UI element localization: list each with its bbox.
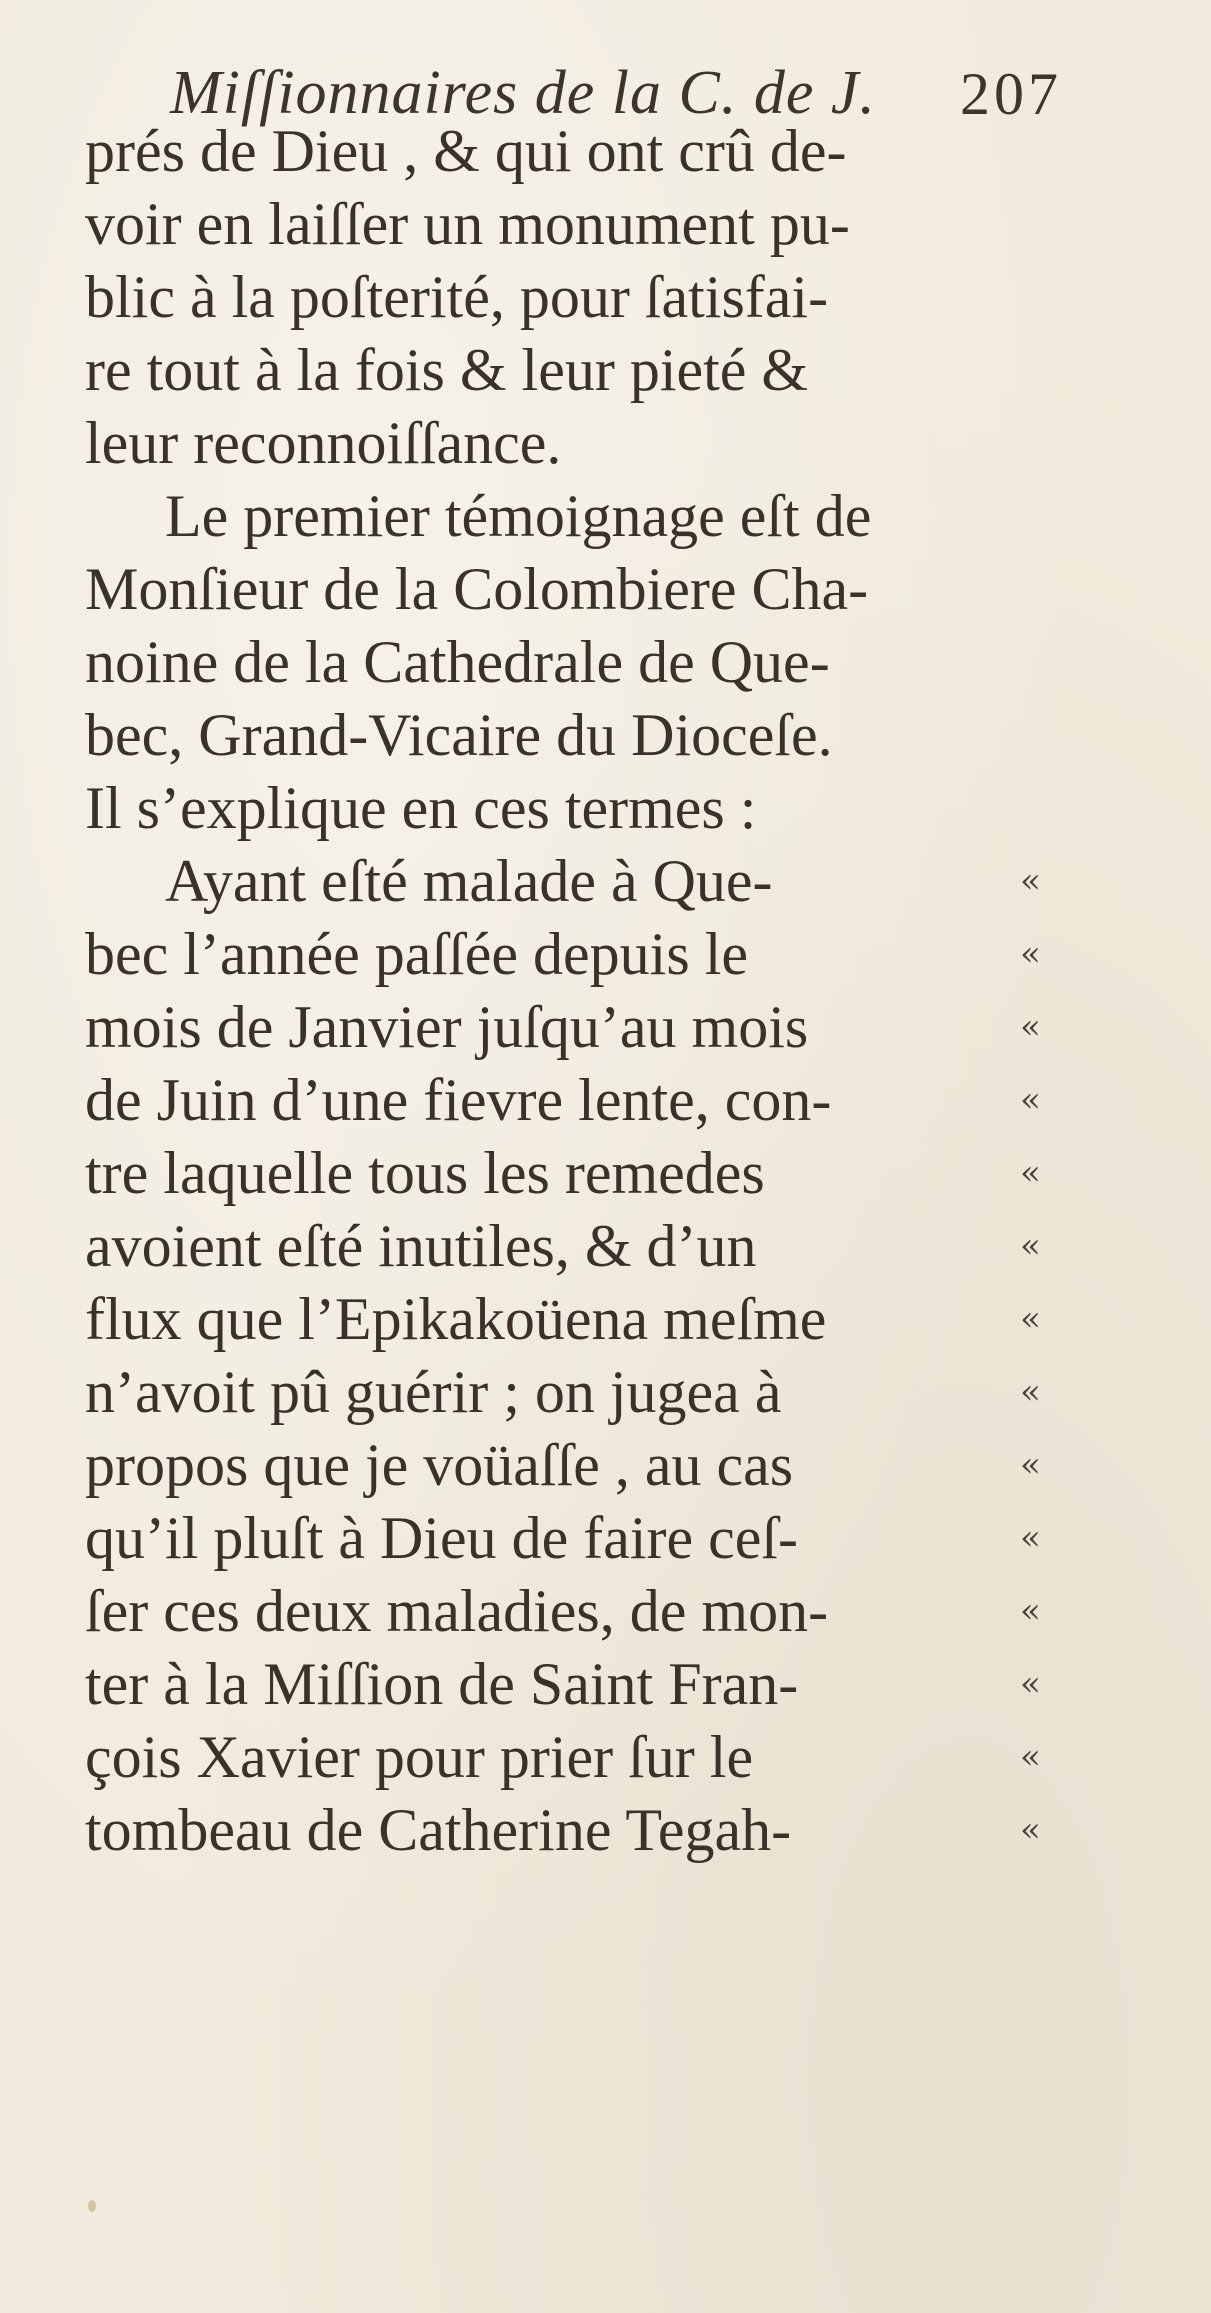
text-line [85, 1210, 1045, 1283]
quotation-mark: « [1020, 1299, 1041, 1339]
text-line [85, 188, 1045, 261]
text-line [85, 480, 1045, 553]
quotation-mark: « [1020, 861, 1041, 901]
line-text: Le premier témoignage eſt de [165, 483, 872, 549]
line-text: mois de Janvier juſqu’au mois [85, 994, 809, 1060]
line-text: ſer ces deux maladies, de mon- [85, 1578, 829, 1644]
line-text: Ayant eſté malade à Que- [165, 848, 773, 914]
text-line [85, 1648, 1045, 1721]
quotation-mark: « [1020, 1591, 1041, 1631]
quotation-mark: « [1020, 1518, 1041, 1558]
text-line [85, 918, 1045, 991]
line-text: leur reconnoiſſance. [85, 410, 562, 476]
text-line [85, 991, 1045, 1064]
line-text: çois Xavier pour prier ſur le [85, 1724, 754, 1790]
quotation-mark: « [1020, 1226, 1041, 1266]
paper-speck [88, 2200, 96, 2212]
quotation-mark: « [1020, 1007, 1041, 1047]
text-line [85, 699, 1045, 772]
quotation-mark: « [1020, 1372, 1041, 1412]
line-text: re tout à la fois & leur pieté & [85, 337, 809, 403]
quotation-mark: « [1020, 1810, 1041, 1850]
line-text: qu’il pluſt à Dieu de faire ceſ- [85, 1505, 799, 1571]
line-text: ter à la Miſſion de Saint Fran- [85, 1651, 799, 1717]
line-text: bec, Grand-Vicaire du Dioceſe. [85, 702, 833, 768]
text-line [85, 1794, 1045, 1867]
line-text: tre laquelle tous les remedes [85, 1140, 765, 1206]
line-text: Monſieur de la Colombiere Cha- [85, 556, 869, 622]
text-line [85, 553, 1045, 626]
line-text: flux que l’Epikakoüena meſme [85, 1286, 827, 1352]
line-text: n’avoit pû guérir ; on jugea à [85, 1359, 782, 1425]
body-text [85, 115, 1045, 1867]
page-number: 207 [960, 61, 1062, 127]
quotation-mark: « [1020, 1445, 1041, 1485]
line-text: de Juin d’une fievre lente, con- [85, 1067, 832, 1133]
line-text: tombeau de Catherine Tegah- [85, 1797, 792, 1863]
running-title: Miſſionnaires de la C. de J. [170, 59, 876, 127]
text-line [85, 1429, 1045, 1502]
text-line [85, 1721, 1045, 1794]
text-line [85, 334, 1045, 407]
quotation-mark: « [1020, 1664, 1041, 1704]
line-text: Il s’explique en ces termes : [85, 775, 757, 841]
text-line [85, 845, 1045, 918]
text-line [85, 626, 1045, 699]
text-line [85, 1283, 1045, 1356]
text-line [85, 1502, 1045, 1575]
text-line [85, 1064, 1045, 1137]
quotation-mark: « [1020, 1153, 1041, 1193]
line-text: bec l’année paſſée depuis le [85, 921, 748, 987]
text-line [85, 772, 1045, 845]
text-line [85, 407, 1045, 480]
quotation-mark: « [1020, 934, 1041, 974]
line-text: avoient eſté inutiles, & d’un [85, 1213, 757, 1279]
line-text: blic à la poſterité, pour ſatisfai- [85, 264, 829, 330]
text-line [85, 1137, 1045, 1210]
line-text: voir en laiſſer un monument pu- [85, 191, 850, 257]
line-text: noine de la Cathedrale de Que- [85, 629, 830, 695]
text-line [85, 1575, 1045, 1648]
text-line [85, 115, 1045, 188]
line-text: prés de Dieu , & qui ont crû de- [85, 118, 847, 184]
text-line [85, 261, 1045, 334]
quotation-mark: « [1020, 1737, 1041, 1777]
line-text: propos que je voüaſſe , au cas [85, 1432, 794, 1498]
text-line [85, 1356, 1045, 1429]
quotation-mark: « [1020, 1080, 1041, 1120]
